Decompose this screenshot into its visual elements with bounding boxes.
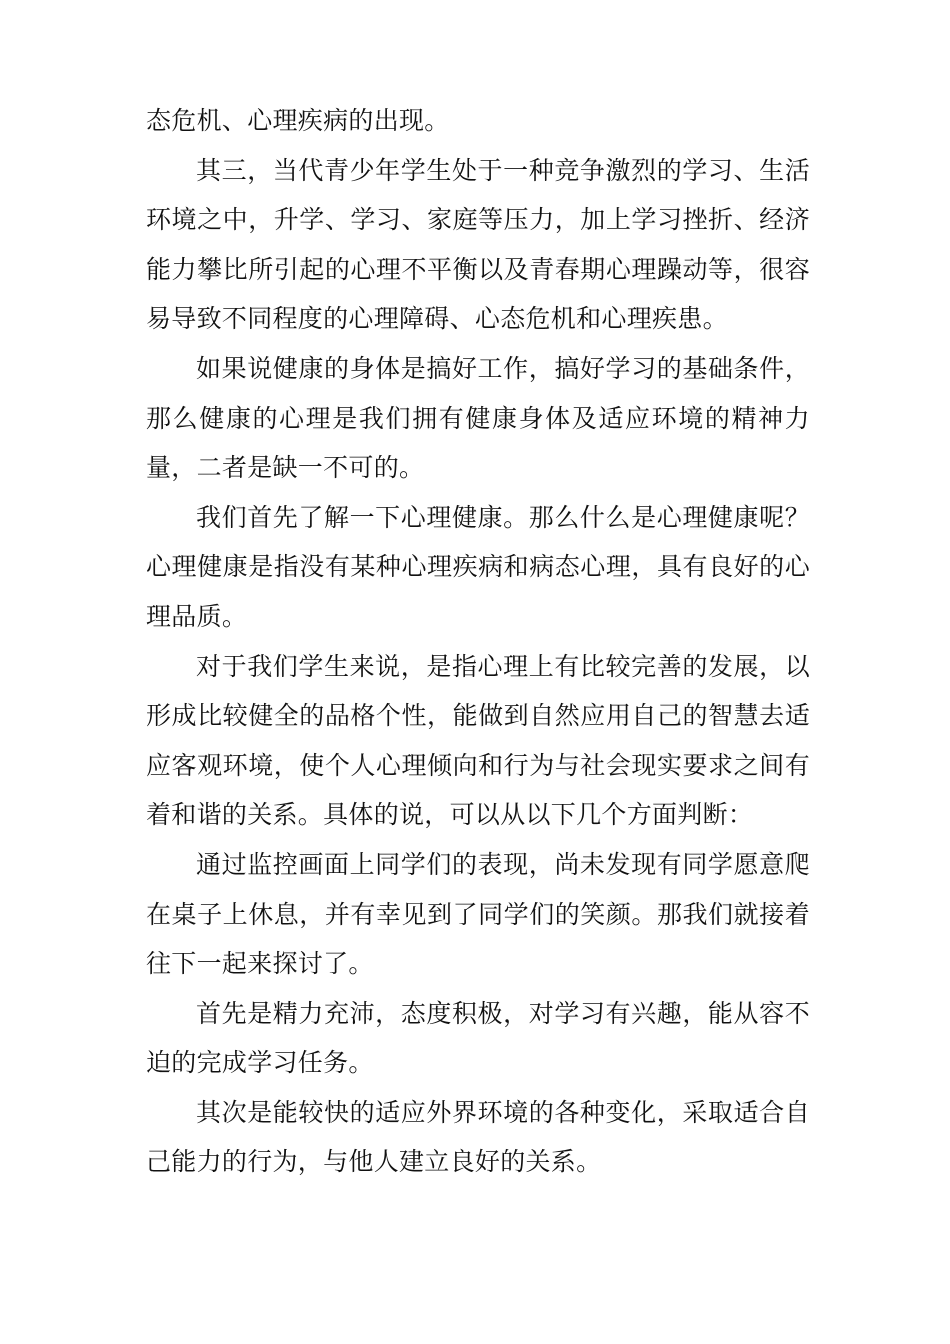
paragraph-6: 通过监控画面上同学们的表现，尚未发现有同学愿意爬在桌子上休息，并有幸见到了同学们的笑颜。那我们就接着往下一起来探讨了。: [146, 849, 810, 979]
document-body: [146, 96, 810, 1187]
paragraph-2: 其三，当代青少年学生处于一种竞争激烈的学习、生活环境之中，升学、学习、家庭等压力，加上学习挫折、经济能力攀比所引起的心理不平衡以及青春期心理躁动等，很容易导致不同程度的心理障碍、心态危机和心理疾患。: [146, 155, 810, 334]
paragraph-1: 态危机、心理疾病的出现。: [146, 106, 450, 135]
paragraph-7: 首先是精力充沛，态度积极，对学习有兴趣，能从容不迫的完成学习任务。: [146, 998, 810, 1078]
paragraph-5: 对于我们学生来说，是指心理上有比较完善的发展，以形成比较健全的品格个性，能做到自然应用自己的智慧去适应客观环境，使个人心理倾向和行为与社会现实要求之间有着和谐的关系。具体的说，可以从以下几个方面判断：: [146, 651, 810, 830]
paragraph-4: 我们首先了解一下心理健康。那么什么是心理健康呢？心理健康是指没有某种心理疾病和病态心理，具有良好的心理品质。: [146, 502, 810, 631]
paragraph-8: 其次是能较快的适应外界环境的各种变化，采取适合自己能力的行为，与他人建立良好的关系。: [146, 1097, 810, 1177]
paragraph-3: 如果说健康的身体是搞好工作，搞好学习的基础条件，那么健康的心理是我们拥有健康身体及适应环境的精神力量，二者是缺一不可的。: [146, 353, 810, 483]
